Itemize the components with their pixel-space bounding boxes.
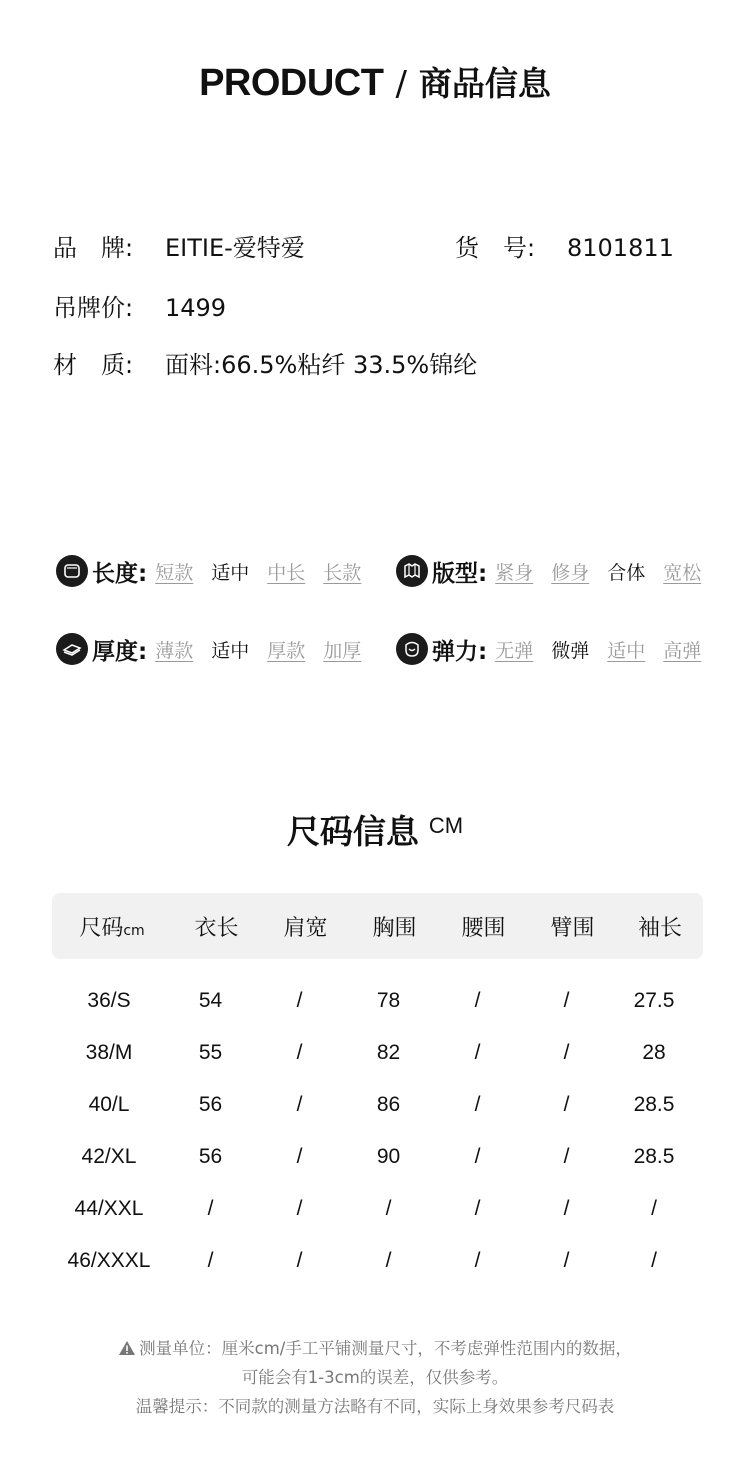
table-row	[52, 1027, 703, 1079]
header-size-unit: cm	[123, 922, 145, 939]
table-row	[52, 1183, 703, 1235]
cell-sleeve: 28	[642, 1041, 666, 1064]
thickness-icon	[56, 633, 88, 665]
warning-icon	[118, 1340, 136, 1356]
table-row	[52, 975, 703, 1027]
price-row	[53, 288, 226, 323]
fit-option-selected: 合体	[607, 561, 646, 584]
size-title-text: 尺码信息	[286, 812, 419, 851]
thickness-option: 加厚	[323, 639, 362, 662]
table-row	[52, 1131, 703, 1183]
cell-chest: 78	[376, 989, 401, 1012]
note-line-3: 温馨提示：不同款的测量方法略有不同，实际上身效果参考尺码表	[135, 1397, 615, 1416]
cell-chest: 90	[376, 1145, 401, 1168]
elasticity-option: 无弹	[495, 639, 534, 662]
cell-chest: /	[385, 1197, 392, 1220]
material-row	[53, 345, 477, 380]
note-line-2: 可能会有1-3cm的误差，仅供参考。	[241, 1368, 509, 1387]
cell-size: 40/L	[88, 1093, 130, 1116]
elasticity-options	[495, 636, 701, 663]
cell-length: 56	[198, 1145, 223, 1168]
cell-size: 46/XXXL	[67, 1249, 151, 1272]
cell-length: /	[207, 1197, 214, 1220]
brand-row	[53, 228, 305, 263]
item-number-label: 货 号:	[455, 234, 536, 262]
measurement-notes	[0, 1334, 750, 1421]
cell-waist: /	[474, 1197, 481, 1220]
size-info-title	[0, 806, 750, 853]
attribute-elasticity	[396, 632, 701, 666]
cell-sleeve: /	[651, 1249, 657, 1272]
cell-length: 54	[198, 989, 223, 1012]
cell-arm: /	[563, 1197, 570, 1220]
header-length: 衣长	[194, 915, 239, 941]
cell-sleeve: 28.5	[633, 1145, 675, 1168]
length-option-selected: 适中	[211, 561, 250, 584]
cell-length: /	[207, 1249, 214, 1272]
size-table-header	[52, 893, 703, 959]
length-option: 长款	[323, 561, 362, 584]
fit-options	[495, 558, 701, 585]
length-options	[155, 558, 361, 585]
cell-size: 36/S	[87, 989, 131, 1012]
cell-size: 44/XXL	[74, 1197, 144, 1220]
cell-chest: /	[385, 1249, 392, 1272]
price-label: 吊牌价:	[53, 294, 134, 322]
cell-arm: /	[563, 1145, 570, 1168]
length-option: 中长	[267, 561, 306, 584]
cell-shoulder: /	[296, 1145, 303, 1168]
attribute-thickness	[56, 632, 361, 666]
length-icon	[56, 555, 88, 587]
item-number-value: 8101811	[567, 234, 674, 262]
cell-sleeve: /	[651, 1197, 657, 1220]
header-chest: 胸围	[372, 915, 417, 941]
title-separator: /	[395, 64, 407, 104]
fit-option: 修身	[551, 561, 590, 584]
material-value: 面料:66.5%粘纤 33.5%锦纶	[165, 351, 478, 379]
attribute-fit	[396, 554, 701, 588]
header-waist: 腰围	[461, 915, 506, 941]
cell-shoulder: /	[296, 1249, 303, 1272]
material-label: 材 质:	[53, 351, 134, 379]
cell-chest: 82	[376, 1041, 401, 1064]
elasticity-option-selected: 微弹	[551, 639, 590, 662]
cell-arm: /	[563, 1249, 570, 1272]
cell-arm: /	[563, 1041, 570, 1064]
header-arm: 臂围	[550, 915, 595, 941]
cell-shoulder: /	[296, 989, 303, 1012]
brand-value: EITIE-爱特爱	[165, 234, 305, 262]
elasticity-icon	[396, 633, 428, 665]
cell-sleeve: 28.5	[633, 1093, 675, 1116]
cell-arm: /	[563, 989, 570, 1012]
thickness-option: 厚款	[267, 639, 306, 662]
cell-shoulder: /	[296, 1093, 303, 1116]
table-row	[52, 1079, 703, 1131]
thickness-option: 薄款	[155, 639, 194, 662]
thickness-label: 厚度:	[92, 638, 148, 665]
fit-option: 紧身	[495, 561, 534, 584]
page-title	[0, 58, 750, 105]
length-label: 长度:	[92, 560, 148, 587]
size-title-unit: CM	[428, 813, 464, 838]
cell-chest: 86	[376, 1093, 401, 1116]
fit-label: 版型:	[432, 560, 488, 587]
thickness-option-selected: 适中	[211, 639, 250, 662]
title-english: PRODUCT	[199, 62, 384, 104]
thickness-options	[155, 636, 361, 663]
cell-waist: /	[474, 1093, 481, 1116]
elasticity-option: 适中	[607, 639, 646, 662]
fit-option: 宽松	[663, 561, 702, 584]
elasticity-label: 弹力:	[432, 638, 488, 665]
header-sleeve: 袖长	[637, 915, 682, 941]
table-row	[52, 1235, 703, 1287]
note-line-1: 测量单位：厘米cm/手工平铺测量尺寸，不考虑弹性范围内的数据，	[0, 1334, 750, 1363]
brand-label: 品 牌:	[53, 234, 134, 262]
cell-waist: /	[474, 1249, 481, 1272]
cell-length: 56	[198, 1093, 223, 1116]
price-value: 1499	[165, 294, 227, 322]
cell-size: 38/M	[85, 1041, 133, 1064]
cell-sleeve: 27.5	[633, 989, 675, 1012]
header-shoulder: 肩宽	[283, 915, 328, 941]
cell-waist: /	[474, 989, 481, 1012]
cell-shoulder: /	[296, 1041, 303, 1064]
attribute-length	[56, 554, 361, 588]
elasticity-option: 高弹	[663, 639, 702, 662]
title-chinese: 商品信息	[418, 64, 551, 103]
item-number-row	[455, 228, 674, 263]
cell-shoulder: /	[296, 1197, 303, 1220]
header-size: 尺码cm	[79, 915, 145, 941]
cell-arm: /	[563, 1093, 570, 1116]
cell-waist: /	[474, 1145, 481, 1168]
length-option: 短款	[155, 561, 194, 584]
cell-size: 42/XL	[81, 1145, 137, 1168]
cell-length: 55	[198, 1041, 223, 1064]
fit-icon	[396, 555, 428, 587]
cell-waist: /	[474, 1041, 481, 1064]
